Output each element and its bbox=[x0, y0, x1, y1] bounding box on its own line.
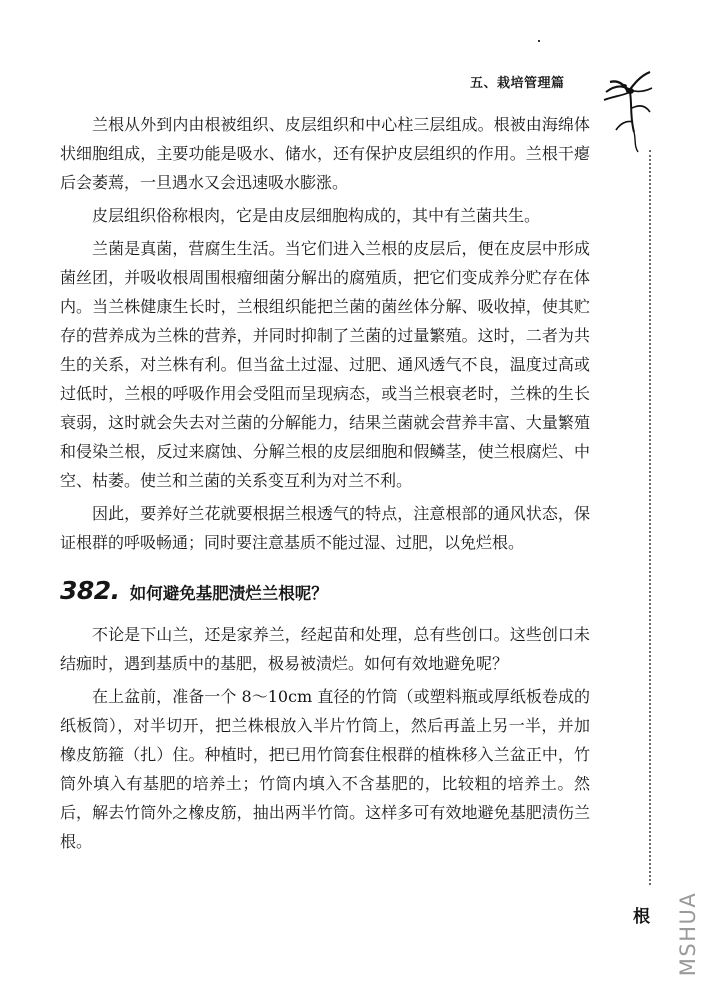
paragraph-root-structure: 兰根从外到内由根被组织、皮层组织和中心柱三层组成。根被由海绵体状细胞组成，主要功能是吸水、储水，还有保护皮层组织的作用。兰根干瘪后会萎蔫，一旦遇水又会迅速吸水膨涨。 bbox=[60, 115, 590, 192]
question-title: 如何避免基肥渍烂兰根呢？ bbox=[129, 584, 328, 603]
paragraph-problem: 不论是下山兰，还是家养兰，经起苗和处理，总有些创口。这些创口未结痂时，遇到基质中的基肥，极易被渍烂。如何有效地避免呢？ bbox=[60, 625, 590, 673]
paragraph-method: 在上盆前，准备一个 8～10cm 直径的竹筒（或塑料瓶或厚纸板卷成的纸板筒），对半切开，把兰株根放入半片竹筒上，然后再盖上另一半，并加橡皮筋箍（扎）住。种植时，把已用竹筒套住根群的植株移入兰盆正中，竹筒外填入有基肥的培养土；竹筒内填入不含基肥的，比较粗的培养土。然后，解去竹筒外之橡皮筋，抽出两半竹筒。这样多可有效地避免基肥渍伤兰根。 bbox=[60, 687, 590, 851]
print-dot bbox=[538, 40, 540, 42]
paragraph-cortex: 皮层组织俗称根肉，它是由皮层细胞构成的，其中有兰菌共生。 bbox=[92, 206, 541, 225]
margin-dotted-rule bbox=[649, 150, 651, 885]
running-header: 五、栽培管理篇 bbox=[470, 76, 565, 91]
body-text bbox=[60, 110, 590, 860]
watermark-text: MSHUA bbox=[676, 891, 700, 977]
orchid-sketch-icon bbox=[600, 62, 656, 154]
paragraph-conclusion: 因此，要养好兰花就要根据兰根透气的特点，注意根部的通风状态，保证根群的呼吸畅通；同时要注意基质不能过湿、过肥，以免烂根。 bbox=[60, 504, 590, 552]
chapter-side-tab: 根 bbox=[633, 907, 650, 927]
watermark bbox=[673, 882, 703, 992]
paragraph-fungus: 兰菌是真菌，营腐生生活。当它们进入兰根的皮层后，便在皮层中形成菌丝团，并吸收根周围根瘤细菌分解出的腐殖质，把它们变成养分贮存在体内。当兰株健康生长时，兰根组织能把兰菌的菌丝体分解、吸收掉，使其贮存的营养成为兰株的营养，并同时抑制了兰菌的过量繁殖。这时，二者为共生的关系，对兰株有利。但当盆土过湿、过肥、通风透气不良，温度过高或过低时，兰根的呼吸作用会受阻而呈现病态，或当兰根衰老时，兰株的生长衰弱，这时就会失去对兰菌的分解能力，结果兰菌就会营养丰富、大量繁殖和侵染兰根，反过来腐蚀、分解兰根的皮层细胞和假鳞茎，使兰根腐烂、中空、枯萎。使兰和兰菌的关系变互利为对兰不利。 bbox=[60, 239, 590, 490]
question-number: 382. bbox=[60, 576, 120, 605]
question-heading bbox=[60, 576, 590, 608]
